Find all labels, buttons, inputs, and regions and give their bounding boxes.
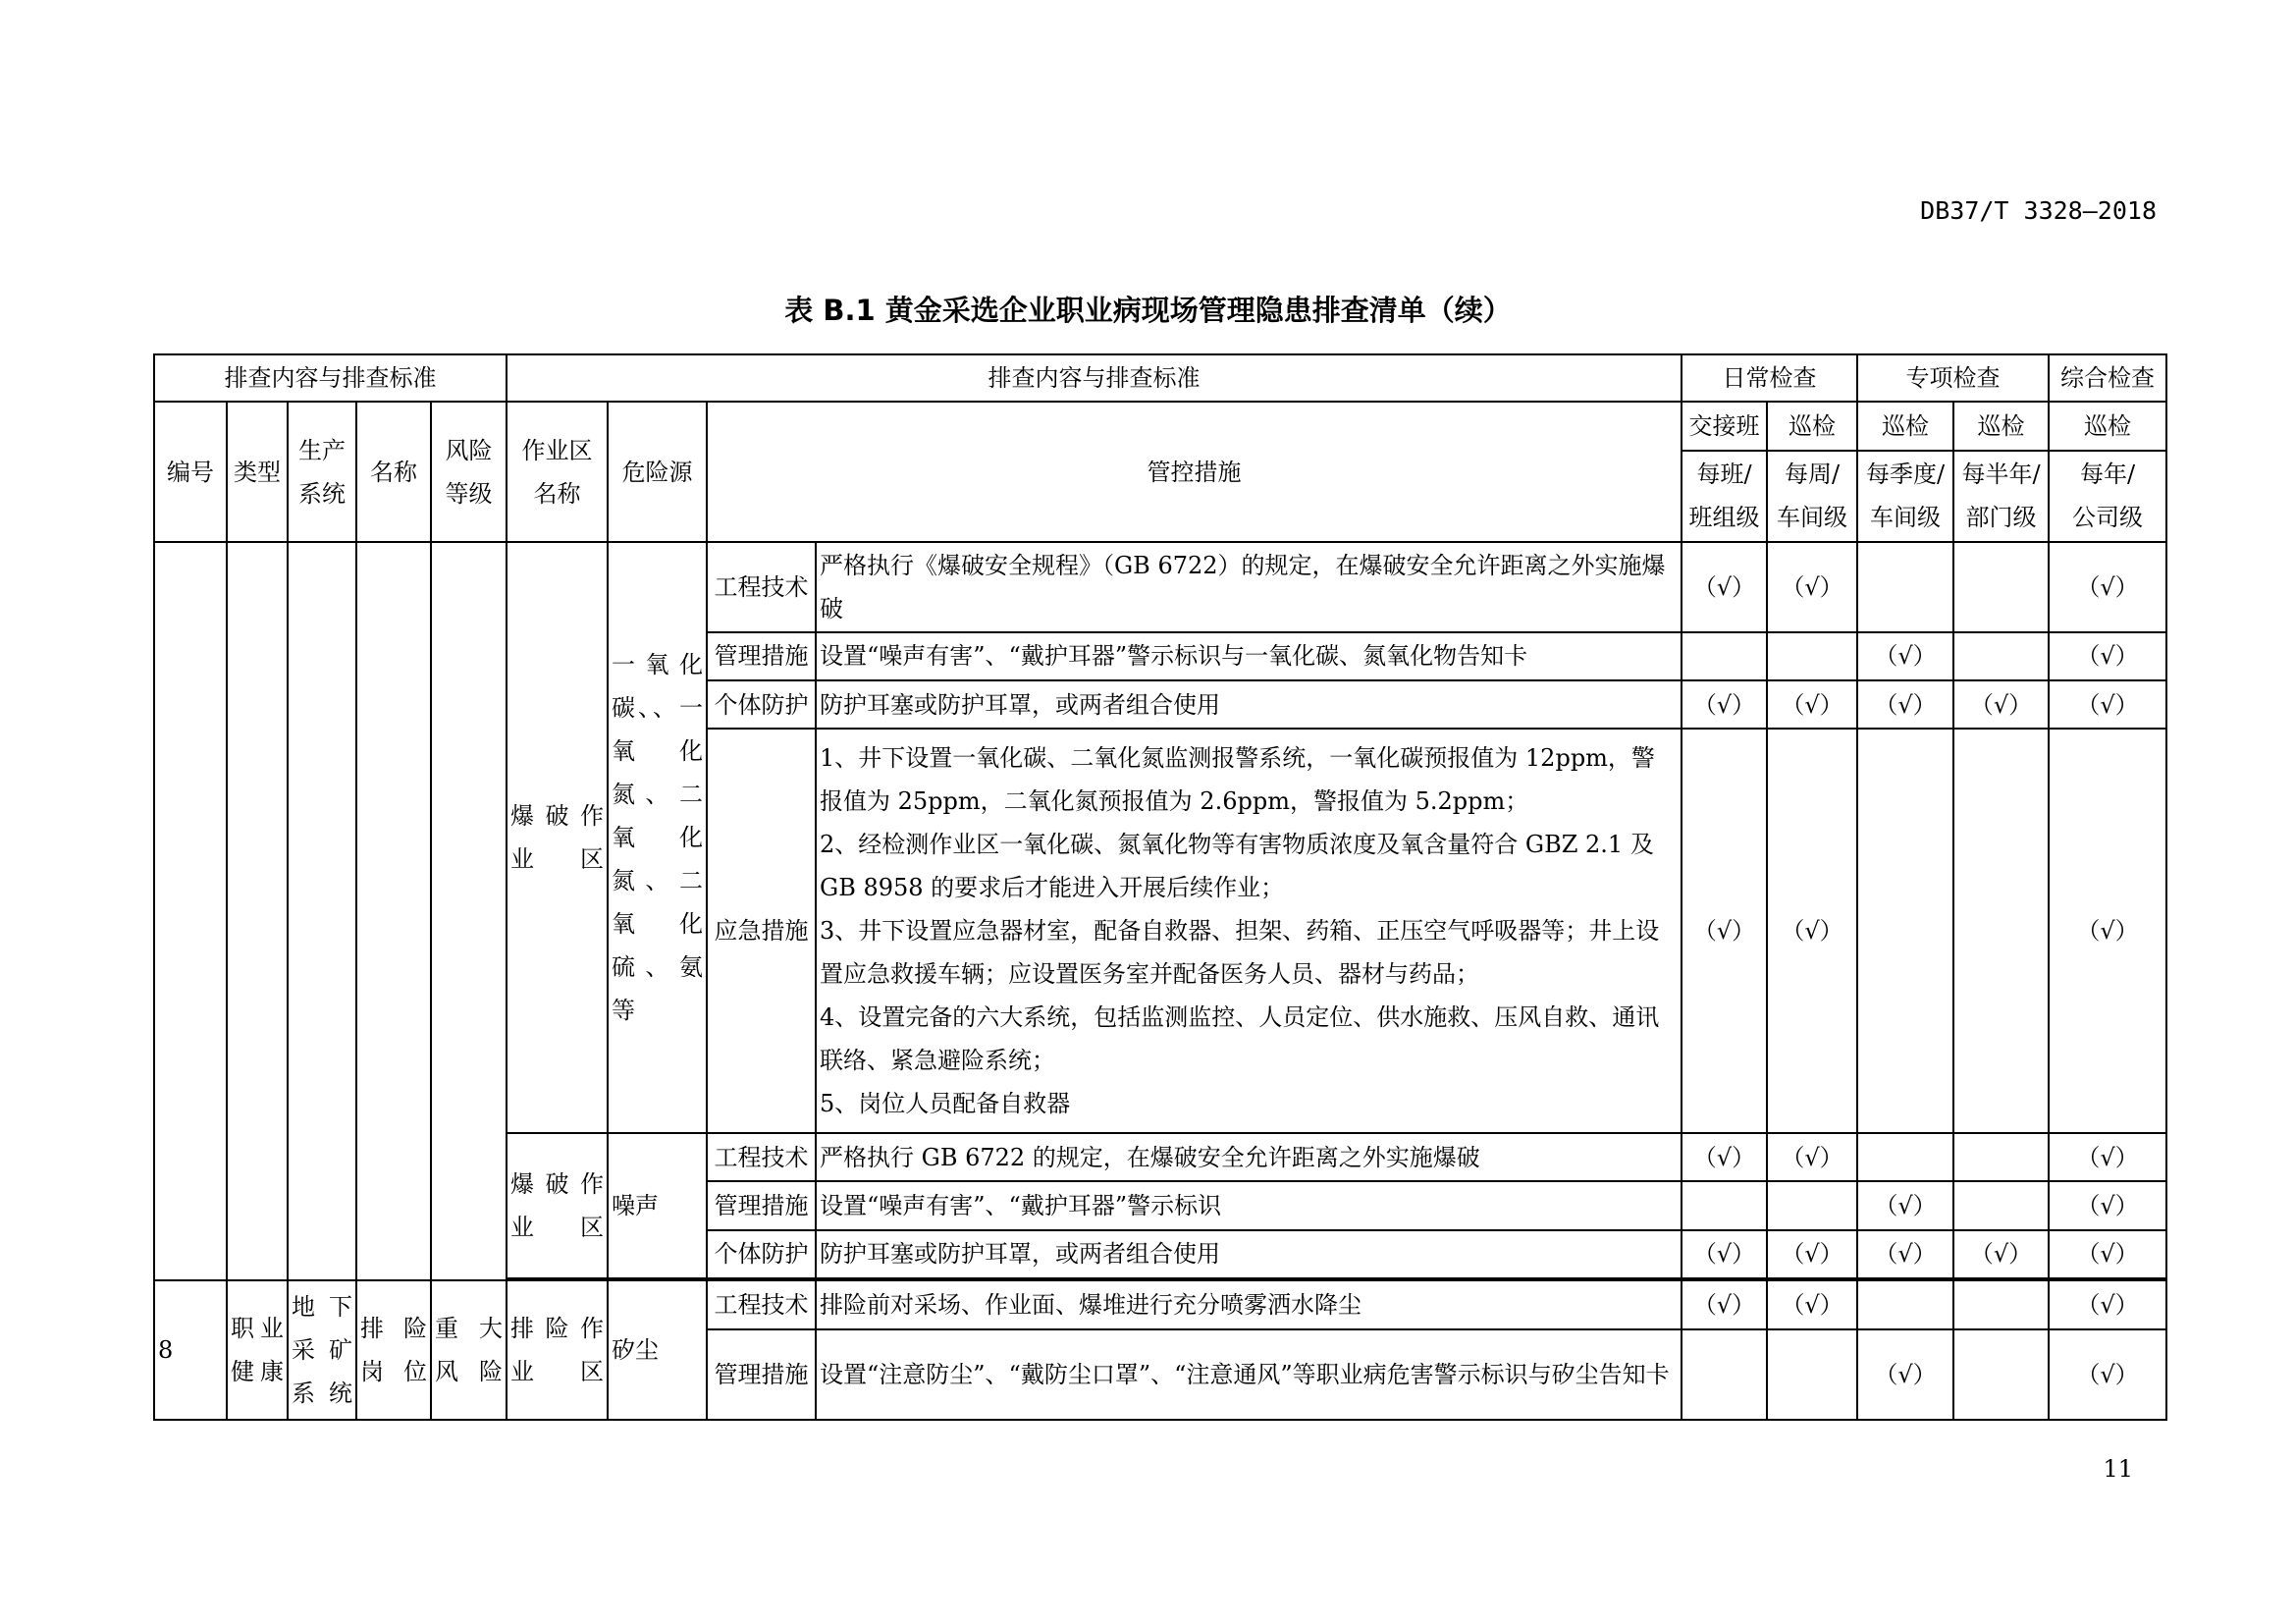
check-mark: （√） xyxy=(1953,1230,2049,1278)
sub-patrol: 巡检 xyxy=(2049,402,2166,450)
check-mark: （√） xyxy=(1857,632,1953,680)
sub-patrol: 巡检 xyxy=(1857,402,1953,450)
emergency-item: 4、设置完备的六大系统，包括监测监控、人员定位、供水施救、压风自救、通讯联络、紧急避险系统； xyxy=(820,1003,1660,1075)
measure-type-cell: 工程技术 xyxy=(707,1133,816,1181)
freq-line: 班组级 xyxy=(1688,504,1760,532)
hazard-cell: 矽尘 xyxy=(608,1280,707,1420)
table-title: 表 B.1 黄金采选企业职业病现场管理隐患排查清单（续） xyxy=(784,294,1512,327)
empty-cell xyxy=(1953,1280,2049,1329)
col-work-area: 作业区名称 xyxy=(507,402,608,542)
special-check-header: 专项检查 xyxy=(1857,354,2049,402)
check-mark: （√） xyxy=(1682,1280,1767,1329)
check-mark: （√） xyxy=(1682,542,1767,632)
empty-cell xyxy=(1857,1280,1953,1329)
check-mark: （√） xyxy=(1767,680,1857,729)
check-mark: （√） xyxy=(2049,680,2166,729)
empty-cell xyxy=(227,542,288,1280)
freq-line: 每班/ xyxy=(1696,460,1752,489)
col-risk-level: 风险等级 xyxy=(431,402,507,542)
check-mark: （√） xyxy=(1682,1133,1767,1181)
table-row xyxy=(154,1280,2166,1329)
measure-type-cell: 个体防护 xyxy=(707,680,816,729)
empty-cell xyxy=(1857,729,1953,1133)
measure-text-cell: 排险前对采场、作业面、爆堆进行充分喷雾洒水降尘 xyxy=(816,1280,1682,1329)
check-mark: （√） xyxy=(2049,1133,2166,1181)
col-type: 类型 xyxy=(227,402,288,542)
sub-shift-handover: 交接班 xyxy=(1682,402,1767,450)
measure-type-cell: 工程技术 xyxy=(707,1280,816,1329)
empty-cell xyxy=(1857,1133,1953,1181)
freq-half-year xyxy=(1953,451,2049,543)
check-mark: （√） xyxy=(2049,1280,2166,1329)
measure-text-cell: 设置“噪声有害”、“戴护耳器”警示标识与一氧化碳、氮氧化物告知卡 xyxy=(816,632,1682,680)
check-mark: （√） xyxy=(1767,542,1857,632)
check-mark: （√） xyxy=(1682,680,1767,729)
empty-cell xyxy=(1953,632,2049,680)
empty-cell xyxy=(1767,1329,1857,1420)
empty-cell xyxy=(1682,632,1767,680)
check-mark: （√） xyxy=(1767,1280,1857,1329)
freq-line: 每年/ xyxy=(2079,460,2136,489)
freq-line: 部门级 xyxy=(1965,504,2037,532)
check-mark: （√） xyxy=(2049,542,2166,632)
work-area-cell: 爆破作业区 xyxy=(507,1133,608,1278)
emergency-item: 1、井下设置一氧化碳、二氧化氮监测报警系统，一氧化碳预报值为 12ppm，警报值为 25ppm，二氧化氮预报值为 2.6ppm，警报值为 5.2ppm； xyxy=(820,744,1655,816)
check-mark: （√） xyxy=(2049,729,2166,1133)
sub-patrol: 巡检 xyxy=(1767,402,1857,450)
check-mark: （√） xyxy=(1767,729,1857,1133)
header-row xyxy=(154,402,2166,450)
measure-type-cell: 工程技术 xyxy=(707,542,816,632)
freq-line: 车间级 xyxy=(1777,504,1848,532)
measure-type-cell: 个体防护 xyxy=(707,1230,816,1278)
empty-cell xyxy=(154,542,227,1280)
check-mark: （√） xyxy=(1857,1181,1953,1229)
check-mark: （√） xyxy=(2049,632,2166,680)
group-header-mid: 排查内容与排查标准 xyxy=(507,354,1682,402)
col-name: 名称 xyxy=(356,402,431,542)
check-mark: （√） xyxy=(1767,1230,1857,1278)
measure-text-cell: 防护耳塞或防护耳罩，或两者组合使用 xyxy=(816,680,1682,729)
empty-cell xyxy=(1953,1329,2049,1420)
work-area-cell: 爆破作业区 xyxy=(507,542,608,1133)
freq-week xyxy=(1767,451,1857,543)
item-number: 8 xyxy=(154,1280,227,1420)
hazard-cell: 噪声 xyxy=(608,1133,707,1278)
table-row xyxy=(154,542,2166,632)
measure-text-cell: 防护耳塞或防护耳罩，或两者组合使用 xyxy=(816,1230,1682,1278)
inspection-table xyxy=(153,353,2167,1421)
page-number: 11 xyxy=(2103,1455,2133,1483)
measure-text-cell: 严格执行《爆破安全规程》（GB 6722）的规定，在爆破安全允许距离之外实施爆破 xyxy=(816,542,1682,632)
check-mark: （√） xyxy=(1857,1230,1953,1278)
col-system: 生产系统 xyxy=(288,402,356,542)
item-type: 职业健康 xyxy=(227,1280,288,1420)
emergency-item: 2、经检测作业区一氧化碳、氮氧化物等有害物质浓度及氧含量符合 GBZ 2.1 及 GB 8958 的要求后才能进入开展后续作业； xyxy=(820,831,1654,902)
col-hazard: 危险源 xyxy=(608,402,707,542)
empty-cell xyxy=(1767,632,1857,680)
empty-cell xyxy=(1953,1133,2049,1181)
check-mark: （√） xyxy=(2049,1329,2166,1420)
emergency-item: 3、井下设置应急器材室，配备自救器、担架、药箱、正压空气呼吸器等；井上设置应急救援车辆；应设置医务室并配备医务人员、器材与药品； xyxy=(820,917,1660,989)
empty-cell xyxy=(1682,1181,1767,1229)
item-name: 排险岗位 xyxy=(356,1280,431,1420)
group-header-left: 排查内容与排查标准 xyxy=(154,354,507,402)
work-area-cell: 排险作业区 xyxy=(507,1280,608,1420)
col-control-measures: 管控措施 xyxy=(707,402,1682,542)
comprehensive-check-header: 综合检查 xyxy=(2049,354,2166,402)
measure-type-cell: 应急措施 xyxy=(707,729,816,1133)
empty-cell xyxy=(1682,1329,1767,1420)
col-number: 编号 xyxy=(154,402,227,542)
sub-patrol: 巡检 xyxy=(1953,402,2049,450)
check-mark: （√） xyxy=(2049,1230,2166,1278)
standard-code: DB37/T 3328—2018 xyxy=(1920,196,2157,225)
measure-text-cell: 严格执行 GB 6722 的规定，在爆破安全允许距离之外实施爆破 xyxy=(816,1133,1682,1181)
empty-cell xyxy=(1953,1181,2049,1229)
check-mark: （√） xyxy=(1857,680,1953,729)
check-mark: （√） xyxy=(1953,680,2049,729)
empty-cell xyxy=(1953,542,2049,632)
measure-text-cell: 设置“注意防尘”、“戴防尘口罩”、“注意通风”等职业病危害警示标识与矽尘告知卡 xyxy=(816,1329,1682,1420)
freq-shift xyxy=(1682,451,1767,543)
freq-line: 每周/ xyxy=(1784,460,1841,489)
empty-cell xyxy=(431,542,507,1280)
check-mark: （√） xyxy=(1857,1329,1953,1420)
measure-text-cell xyxy=(816,729,1682,1133)
freq-quarter xyxy=(1857,451,1953,543)
empty-cell xyxy=(1953,729,2049,1133)
item-risk-level: 重大风险 xyxy=(431,1280,507,1420)
hazard-cell: 一氧化碳、、一氧化氮、二氧化氮、二氧化硫、氨等 xyxy=(608,542,707,1133)
check-mark: （√） xyxy=(1682,1230,1767,1278)
empty-cell xyxy=(1857,542,1953,632)
empty-cell xyxy=(356,542,431,1280)
check-mark: （√） xyxy=(1767,1133,1857,1181)
check-mark: （√） xyxy=(2049,1181,2166,1229)
measure-text-cell: 设置“噪声有害”、“戴护耳器”警示标识 xyxy=(816,1181,1682,1229)
measure-type-cell: 管理措施 xyxy=(707,632,816,680)
measure-type-cell: 管理措施 xyxy=(707,1181,816,1229)
freq-line: 公司级 xyxy=(2072,504,2144,532)
empty-cell xyxy=(288,542,356,1280)
item-system: 地下采矿系统 xyxy=(288,1280,356,1420)
empty-cell xyxy=(1767,1181,1857,1229)
daily-check-header: 日常检查 xyxy=(1682,354,1857,402)
freq-line: 车间级 xyxy=(1870,504,1942,532)
freq-line: 每半年/ xyxy=(1961,460,2041,489)
freq-line: 每季度/ xyxy=(1865,460,1946,489)
check-mark: （√） xyxy=(1682,729,1767,1133)
emergency-item: 5、岗位人员配备自救器 xyxy=(820,1090,1071,1118)
header-row xyxy=(154,354,2166,402)
freq-year xyxy=(2049,451,2166,543)
measure-type-cell: 管理措施 xyxy=(707,1329,816,1420)
